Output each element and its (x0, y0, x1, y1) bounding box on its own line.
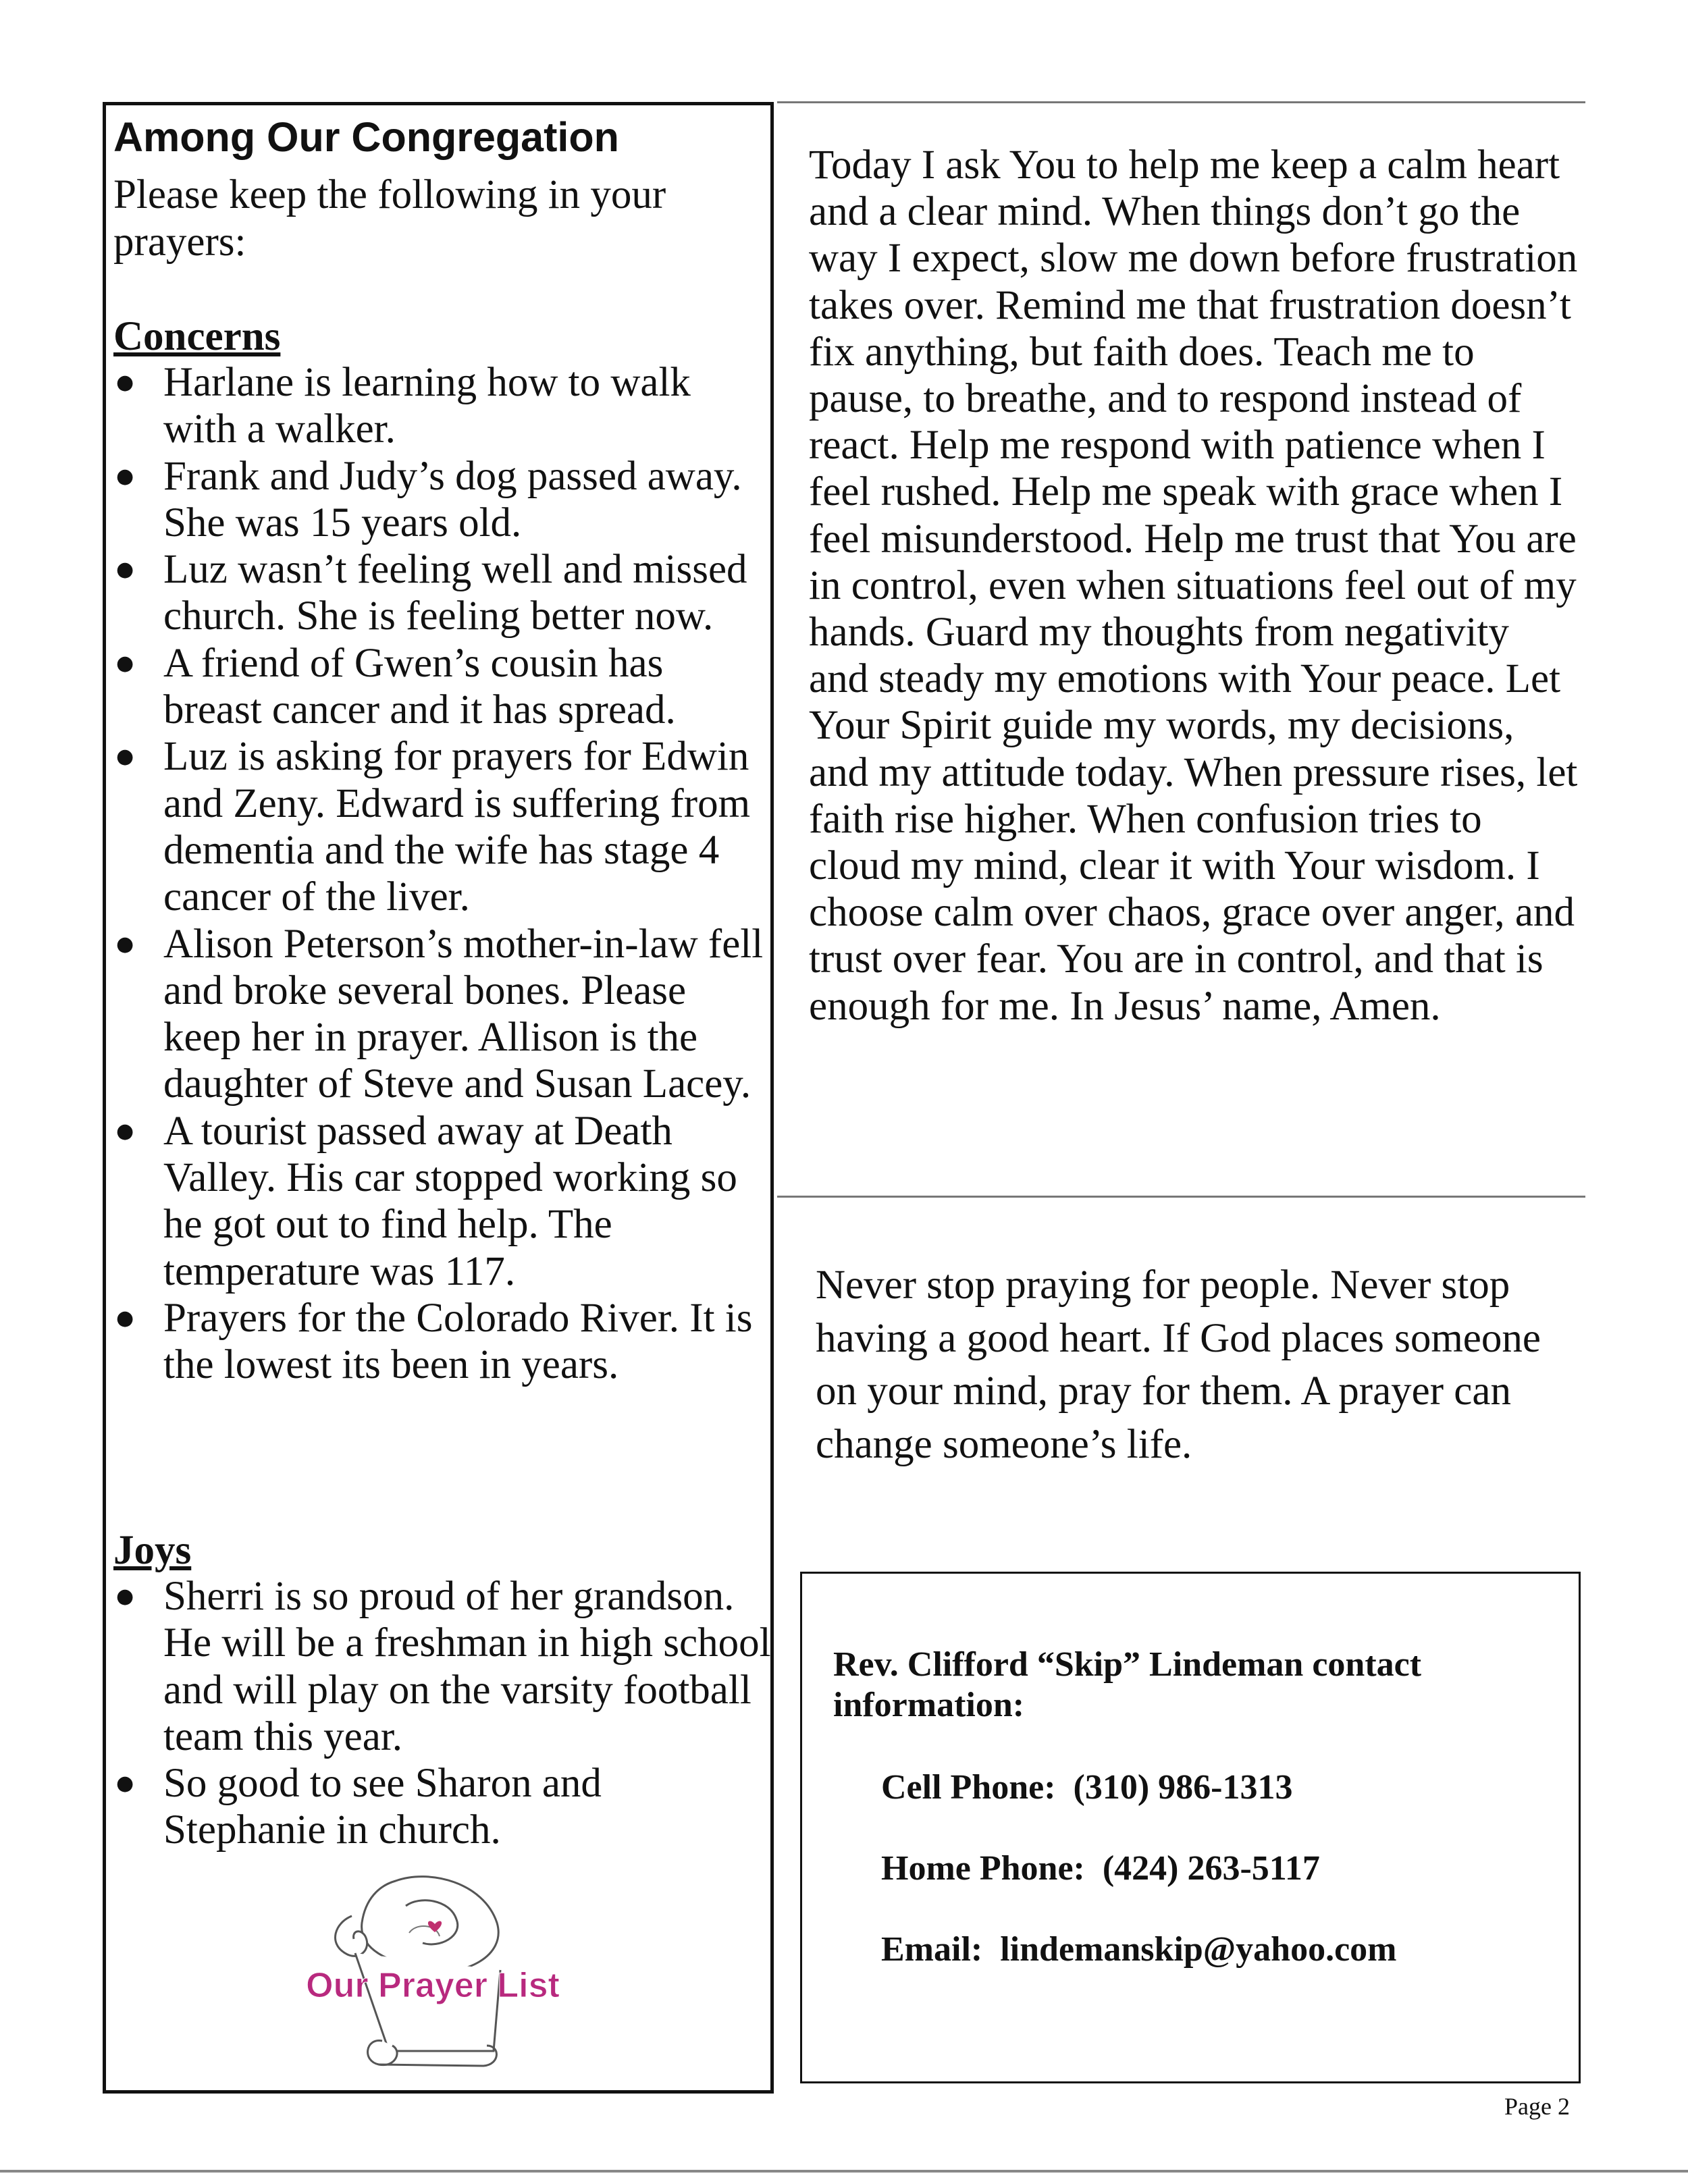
bullet-icon: ● (116, 371, 134, 394)
list-item: ● Frank and Judy’s dog passed away. She was 15 years old. (116, 453, 742, 545)
bullet-icon: ● (116, 651, 134, 675)
list-item: ● A tourist passed away at Death Valley. His car stopped working so he got out to find help. The temperature was 117. (116, 1108, 737, 1294)
list-item: ● So good to see Sharon and Stephanie in church. (116, 1761, 602, 1853)
concerns-list (113, 359, 772, 1389)
list-item: ● A friend of Gwen’s cousin has breast cancer and it has spread. (116, 640, 676, 733)
logo-text: Our Prayer List (306, 1966, 560, 2005)
joys-list (113, 1573, 772, 1854)
joys-title: Joys (113, 1528, 192, 1573)
intro-text: Please keep the following in your prayers: (113, 172, 666, 265)
bullet-icon: ● (116, 1584, 134, 1608)
list-item: ● Sherri is so proud of her grandson. He will be a freshman in high school and will play on the varsity football team this year. (116, 1574, 771, 1759)
bullet-icon: ● (116, 1772, 134, 1796)
bullet-icon: ● (116, 464, 134, 488)
section-heading: Among Our Congregation (113, 114, 619, 160)
bullet-icon: ● (116, 1119, 134, 1143)
contact-title: Rev. Clifford “Skip” Lindeman contact information: (833, 1645, 1422, 1724)
list-item: ● Prayers for the Colorado River. It is the lowest its been in years. (116, 1295, 753, 1388)
page-number: Page 2 (1504, 2093, 1570, 2120)
bullet-icon: ● (116, 1306, 134, 1330)
list-item: ● Luz is asking for prayers for Edwin and Zeny. Edward is suffering from dementia and the wife has stage 4 cancer of the liver. (116, 734, 751, 920)
list-item: ● Alison Peterson’s mother-in-law fell and broke several bones. Please keep her in prayer. Allison is the daughter of Steve and Susan Lacey. (116, 921, 764, 1107)
footer-rule (0, 2170, 1688, 2173)
list-item: ● Harlane is learning how to walk with a walker. (116, 360, 691, 452)
section-divider (777, 1196, 1585, 1198)
cell-phone: Cell Phone: (310) 986-1313 (881, 1768, 1293, 1807)
email-address: Email: lindemanskip@yahoo.com (881, 1930, 1397, 1969)
concerns-title: Concerns (113, 314, 281, 359)
bullet-icon: ● (116, 558, 134, 582)
list-item: ● Luz wasn’t feeling well and missed church. She is feeling better now. (116, 547, 747, 639)
bullet-icon: ● (116, 932, 134, 956)
bullet-icon: ● (116, 745, 134, 769)
top-rule (777, 101, 1585, 103)
quote-text: Never stop praying for people. Never stop having a good heart. If God places someone on your mind, pray for them. A prayer can change someone’s life. (816, 1262, 1541, 1467)
home-phone: Home Phone: (424) 263-5117 (881, 1849, 1320, 1888)
prayer-list-scroll-icon (294, 1869, 571, 2073)
prayer-text: Today I ask You to help me keep a calm heart and a clear mind. When things don’t go the way I expect, slow me down before frustration takes over. Remind me that frustration doesn’t fix anything, but faith does. Teach me to pause, to breathe, and to respond instead of react. Help me respond with patience when I feel rushed. Help me speak with grace when I feel misunderstood. Help me trust that You are in control, even when situations feel out of my hands. Guard my thoughts from negativity and steady my emotions with Your peace. Let Your Spirit guide my words, my decisions, and my attitude today. When pressure rises, let faith rise higher. When confusion tries to cloud my mind, clear it with Your wisdom. I choose calm over chaos, grace over anger, and trust over fear. You are in control, and that is enough for me. In Jesus’ name, Amen. (809, 142, 1578, 1029)
